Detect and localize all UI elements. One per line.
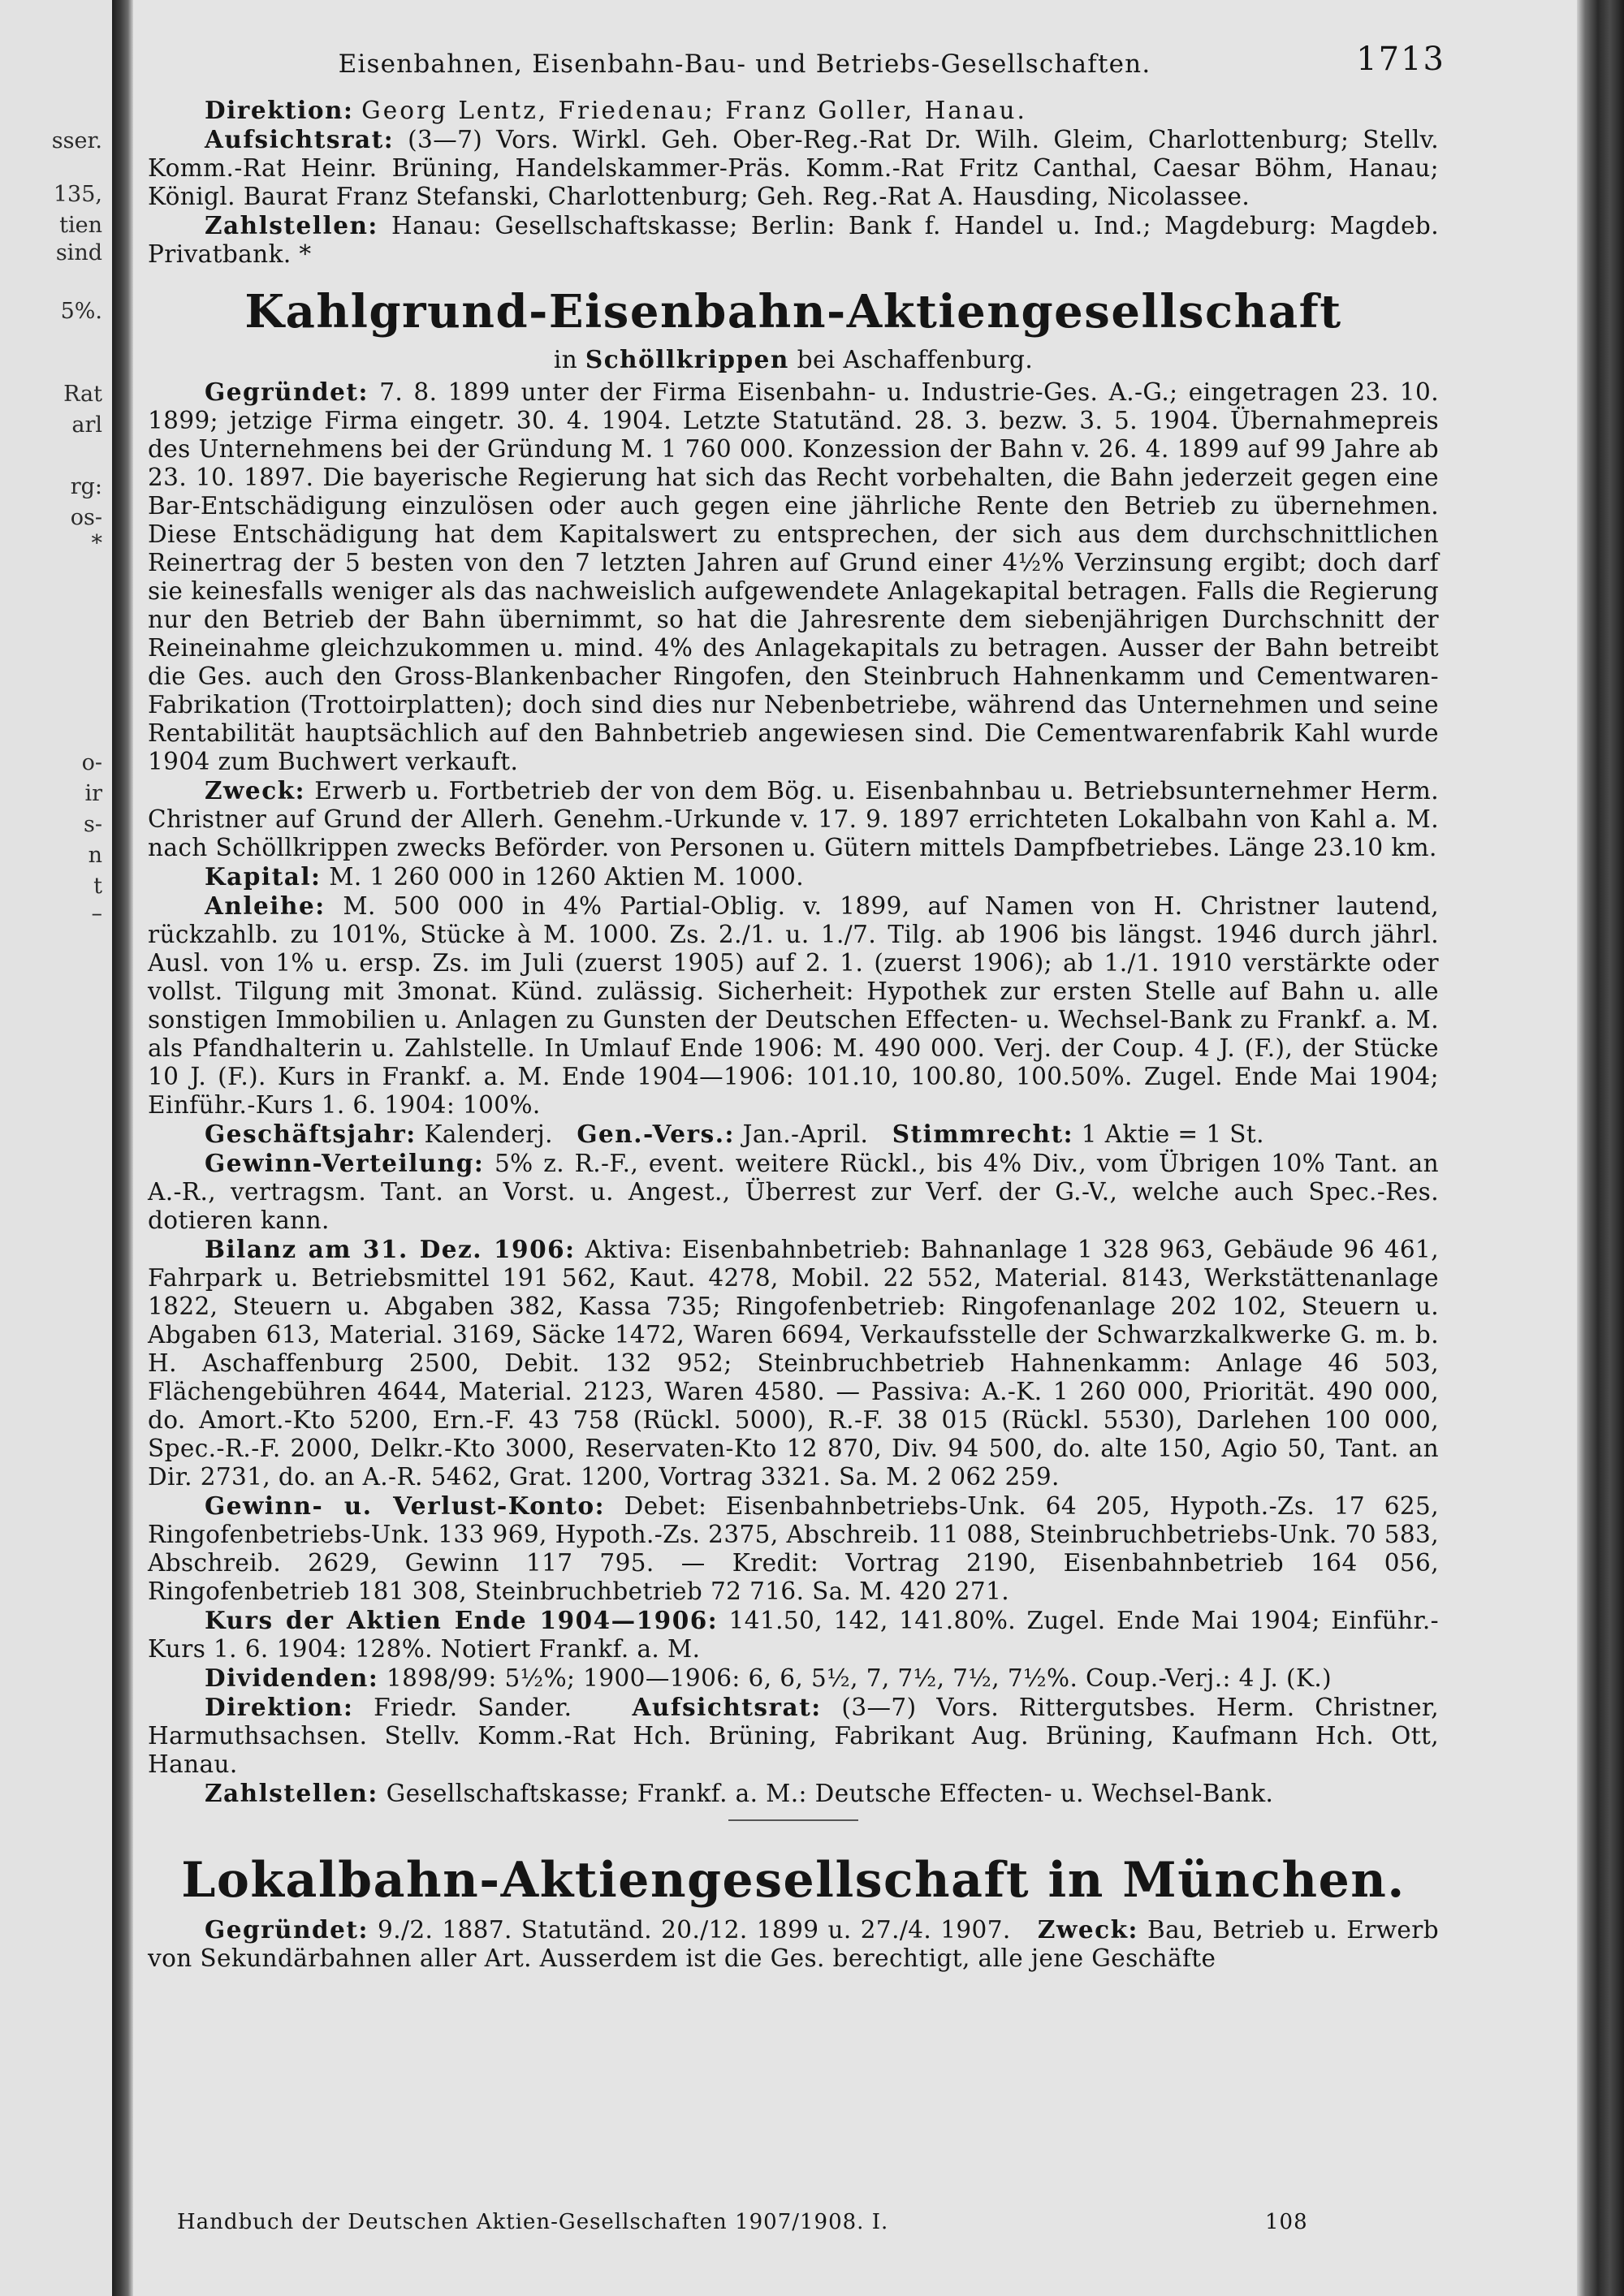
direktion-text: Georg Lentz, Friedenau; Franz Goller, Hanau. [361,97,1027,124]
company-location [148,345,1439,374]
company-title: Lokalbahn-Aktiengesellschaft in München. [181,1852,1406,1909]
prev-page-fragment: sind [55,240,102,265]
page-content [148,41,1445,1973]
stimmrecht-text: 1 Aktie = 1 St. [1081,1120,1264,1148]
gegruendet-text: 7. 8. 1899 unter der Firma Eisenbahn- u. Industrie-Ges. A.-G.; eingetragen 23. 10. 1899; jetzige Firma eingetr. 30. 4. 1904. Letzte Statutänd. 28. 3. bezw. 3. 5. 1904. Übernahmepreis des Unternehmens bei der Gründung M. 1 760 000. Konzession der Bahn v. 26. 4. 1899 auf 99 Jahre ab 23. 10. 1897. Die bayerische Regierung hat sich das Recht vorbehalten, die Bahn jederzeit gegen eine Bar-Entschädigung einzulösen oder auch gegen eine jährliche Rente den Betrieb zu übernehmen. Diese Entschädigung hat dem Kapitalswert zu entsprechen, der sich aus dem durchschnittlichen Reinertrag der 5 besten von den 7 letzten Jahren auf Grund einer 4½% Verzinsung ergibt; doch darf sie keinesfalls weniger als das nachweislich aufgewendete Anlagekapital betragen. Falls die Regierung nur den Betrieb der Bahn übernimmt, so hat die Jahresrente dem siebenjährigen Durchschnitt der Reineinahme gleichzukommen u. mind. 4% des Anlagekapitals zu betragen. Ausser der Bahn betreibt die Ges. auch den Gross-Blankenbacher Ringofen, den Steinbruch Hahnenkamm und Cementwaren-Fabrikation (Trottoirplatten); doch sind dies nur Nebenbetriebe, während das Unternehmen und seine Rentabilität hauptsächlich auf den Bahnbetrieb angewiesen sind. Die Cementwarenfabrik Kahl wurde 1904 zum Buchwert verkauft. [148,378,1439,775]
prev-page-fragment: Rat [63,382,102,407]
prev-page-fragment: tien [59,213,102,238]
entry-guv [148,1491,1439,1606]
geschaeftsjahr-text: Kalenderj. [424,1120,553,1148]
zahlstellen-label: Zahlstellen: [205,211,378,240]
dividenden-label: Dividenden: [205,1664,379,1692]
dividenden-text: 1898/99: 5½%; 1900—1906: 6, 6, 5½, 7, 7½, 7½, 7½%. Coup.-Verj.: 4 J. (K.) [387,1664,1332,1692]
kapital-label: Kapital: [205,862,322,891]
zweck-label: Zweck: [205,776,305,805]
entry-gegruendet-zweck [148,1915,1439,1973]
prev-page-fragment: – [91,901,102,926]
intro-direktion [148,96,1439,125]
zweck-text: Bau, Betrieb u. Erwerb von Sekundärbahnen aller Art. Ausserdem ist die Ges. berechtigt, alle jene Geschäfte [148,1916,1440,1972]
previous-page-edge [0,0,114,2296]
page-number: 1713 [1356,41,1445,78]
prev-page-fragment: rg: [70,474,102,499]
prev-page-fragment: sser. [51,128,102,153]
prev-page-fragment: os- [70,505,102,530]
prev-page-fragment: ir [84,781,102,806]
gegruendet-label: Gegründet: [205,1915,369,1944]
gewinn-label: Gewinn-Verteilung: [205,1149,485,1177]
guv-label: Gewinn- u. Verlust-Konto: [205,1491,606,1520]
zahlstellen-text: Hanau: Gesellschaftskasse; Berlin: Bank f. Handel u. Ind.; Magdeburg: Magdeb. Privatbank. * [148,212,1439,268]
anleihe-text: M. 500 000 in 4% Partial-Oblig. v. 1899, auf Namen von H. Christner lautend, rückzahlb. zu 101%, Stücke à M. 1000. Zs. 2./1. u. 1./7. Tilg. ab 1906 bis längst. 1946 durch jährl. Ausl. von 1% u. ersp. Zs. im Juli (zuerst 1905) auf 2. 1. (zuerst 1906); ab 1./1. 1910 verstärkte oder vollst. Tilgung mit 3monat. Künd. zulässig. Sicherheit: Hypothek zur ersten Stelle auf Bahn u. alle sonstigen Immobilien u. Anlagen zu Gunsten der Deutschen Effecten- u. Wechsel-Bank zu Frankf. a. M. als Pfandhalterin u. Zahlstelle. In Umlauf Ende 1906: M. 490 000. Verj. der Coup. 4 J. (F.), der Stücke 10 J. (F.). Kurs in Frankf. a. M. Ende 1904—1906: 101.10, 100.80, 100.50%. Zugel. Ende Mai 1904; Einführ.-Kurs 1. 6. 1904: 100%. [148,892,1439,1119]
prev-page-fragment: s- [84,812,102,837]
genvers-text: Jan.-April. [742,1120,869,1148]
location-town: Schöllkrippen [585,345,789,373]
gegruendet-label: Gegründet: [205,378,369,406]
kurs-text: 141.50, 142, 141.80%. Zugel. Ende Mai 1904; Einführ.-Kurs 1. 6. 1904: 128%. Notiert Frankf. a. M. [148,1607,1439,1663]
aufsichtsrat-text: (3—7) Vors. Wirkl. Geh. Ober-Reg.-Rat Dr. Wilh. Gleim, Charlottenburg; Stellv. Komm.-Rat Heinr. Brüning, Handelskammer-Präs. Komm.-Rat Fritz Canthal, Caesar Böhm, Hanau; Königl. Baurat Franz Stefanski, Charlottenburg; Geh. Reg.-Rat A. Hausding, Nicolassee. [148,126,1439,210]
entry-zweck [148,776,1439,862]
zweck-label: Zweck: [1037,1915,1138,1944]
entry-kapital [148,862,1439,891]
entry-geschaeftsjahr [148,1120,1439,1149]
zweck-text: Erwerb u. Fortbetrieb der von dem Bög. u. Eisenbahnbau u. Betriebsunternehmer Herm. Christner auf Grund der Allerh. Genehm.-Urkunde v. 17. 9. 1897 errichteten Lokalbahn von Kahl a. M. nach Schöllkrippen zwecks Beförder. von Personen u. Gütern mittels Dampfbetriebes. Länge 23.10 km. [148,777,1439,861]
section-divider [728,1819,858,1821]
book-gutter [112,0,133,2296]
running-head: Eisenbahnen, Eisenbahn-Bau- und Betriebs-Gesellschaften. [338,50,1151,79]
prev-page-fragment: 5%. [60,299,102,324]
book-page [133,0,1577,2296]
footer-book-title: Handbuch der Deutschen Aktien-Gesellschaften 1907/1908. I. [177,2210,889,2234]
company-title: Kahlgrund-Eisenbahn-Aktiengesellschaft [244,285,1342,339]
genvers-label: Gen.-Vers.: [577,1120,735,1148]
zahlstellen-label: Zahlstellen: [205,1779,378,1807]
gewinn-text: 5% z. R.-F., event. weitere Rückl., bis 4% Div., vom Übrigen 10% Tant. an A.-R., vertragsm. Tant. an Vorst. u. Angest., Überrest zur Verf. der G.-V., welche auch Spec.-Res. dotieren kann. [148,1150,1440,1234]
page-header [148,41,1445,91]
aufsichtsrat-label: Aufsichtsrat: [205,125,395,153]
entry-gewinn-verteilung [148,1149,1439,1235]
zahlstellen-text: Gesellschaftskasse; Frankf. a. M.: Deutsche Effecten- u. Wechsel-Bank. [386,1780,1274,1807]
aufsichtsrat-label: Aufsichtsrat: [632,1693,822,1721]
prev-page-fragment: 135, [53,182,102,207]
geschaeftsjahr-label: Geschäftsjahr: [205,1120,417,1148]
prev-page-fragment: arl [71,412,102,438]
prev-page-fragment: t [93,874,102,899]
location-suffix: bei Aschaffenburg. [797,346,1034,373]
prev-page-fragment: o- [81,750,102,775]
bilanz-text: Aktiva: Eisenbahnbetrieb: Bahnanlage 1 328 963, Gebäude 96 461, Fahrpark u. Betriebsmittel 191 562, Kaut. 4278, Mobil. 22 552, Material. 8143, Werkstättenanlage 1822, Steuern u. Abgaben 382, Kassa 735; Ringofenbetrieb: Ringofenanlage 202 102, Steuern u. Abgaben 613, Material. 3169, Säcke 1472, Waren 6694, Verkaufsstelle der Schwarzkalkwerke G. m. b. H. Aschaffenburg 2500, Debit. 132 952; Steinbruchbetrieb Hahnenkamm: Anlage 46 503, Flächengebühren 4644, Material. 2123, Waren 4580. — Passiva: A.-K. 1 260 000, Priorität. 490 000, do. Amort.-Kto 5200, Ern.-F. 43 758 (Rückl. 5000), R.-F. 38 015 (Rückl. 5530), Darlehen 100 000, Spec.-R.-F. 2000, Delkr.-Kto 3000, Reservaten-Kto 12 870, Div. 94 500, do. alte 150, Agio 50, Tant. an Dir. 2731, do. an A.-R. 5462, Grat. 1200, Vortrag 3321. Sa. M. 2 062 259. [148,1236,1439,1491]
intro-aufsichtsrat [148,125,1439,211]
entry-anleihe [148,891,1439,1120]
anleihe-label: Anleihe: [205,891,326,920]
entry-zahlstellen [148,1779,1439,1808]
direktion-label: Direktion: [205,1693,354,1721]
intro-zahlstellen [148,211,1439,269]
gegruendet-text: 9./2. 1887. Statutänd. 20./12. 1899 u. 27./4. 1907. [378,1916,1011,1944]
page-edge-shadow [1577,0,1624,2296]
footer-sheet-number: 108 [1265,2210,1308,2234]
guv-text: Debet: Eisenbahnbetriebs-Unk. 64 205, Hypoth.-Zs. 17 625, Ringofenbetriebs-Unk. 133 969, Hypoth.-Zs. 2375, Abschreib. 11 088, Steinbruchbetriebs-Unk. 70 583, Abschreib. 2629, Gewinn 117 795. — Kredit: Vortrag 2190, Eisenbahnbetrieb 164 056, Ringofenbetrieb 181 308, Steinbruchbetrieb 72 716. Sa. M. 420 271. [148,1492,1439,1605]
entry-kurs [148,1606,1439,1664]
stimmrecht-label: Stimmrecht: [892,1120,1073,1148]
direktion-label: Direktion: [205,96,354,124]
entry-direktion [148,1693,1439,1779]
entry-bilanz [148,1235,1439,1491]
entry-dividenden [148,1664,1439,1693]
bilanz-label: Bilanz am 31. Dez. 1906: [205,1235,576,1263]
location-prefix: in [553,346,578,373]
entry-gegruendet [148,378,1439,776]
kapital-text: M. 1 260 000 in 1260 Aktien M. 1000. [329,863,805,891]
aufsichtsrat-text: (3—7) Vors. Rittergutsbes. Herm. Christner, Harmuthsachsen. Stellv. Komm.-Rat Hch. Brüning, Fabrikant Aug. Brüning, Kaufmann Hch. Ott, Hanau. [148,1694,1439,1778]
prev-page-fragment: * [91,531,102,556]
prev-page-fragment: n [88,843,102,868]
kurs-label: Kurs der Aktien Ende 1904—1906: [205,1606,719,1634]
direktion-text: Friedr. Sander. [374,1694,572,1721]
